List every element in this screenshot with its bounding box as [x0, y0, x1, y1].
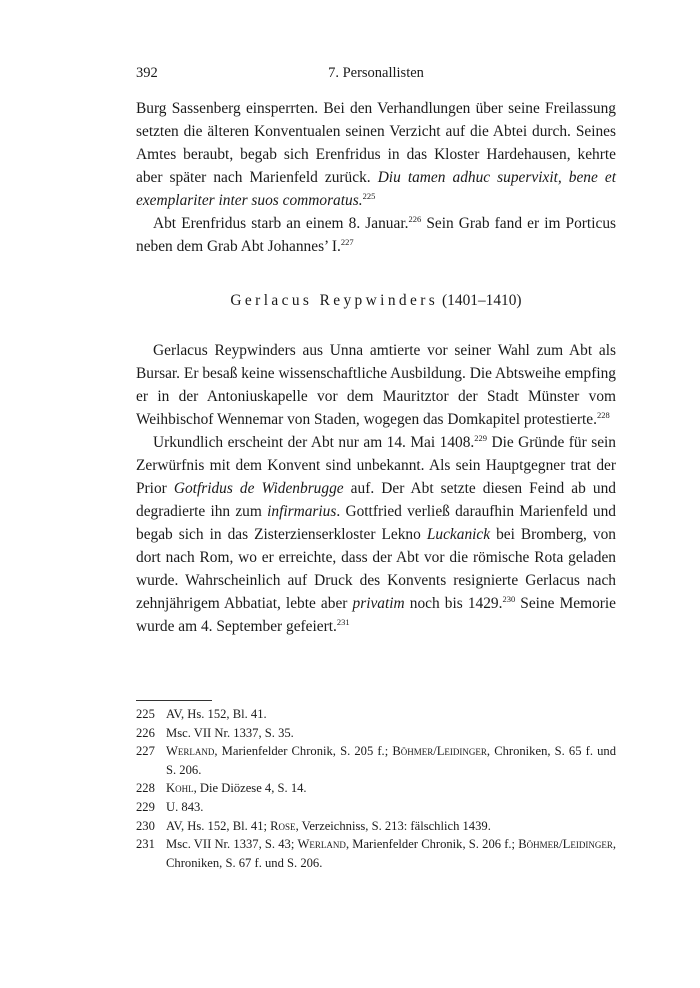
- footnote-text: U. 843.: [166, 799, 204, 814]
- paragraph-3-text: Gerlacus Reypwinders aus Unna amtierte vor seiner Wahl zum Abt als Bursar. Er besaß keine wissenschaftliche Ausbildung. Die Abtsweihe empfing er in der Antoniuskapelle vor dem Mauritztor der Stadt Münster vom Weihbischof Wennemar von Staden, wogegen das Domkapitel protestierte.: [136, 342, 616, 428]
- latin-quote: Diu tamen adhuc supervixit, bene et exemplariter inter suos commoratus.: [136, 169, 616, 209]
- italic-gotfridus: Gotfridus de Widenbrugge: [173, 480, 344, 497]
- footnote-text: Msc. VII Nr. 1337, S. 35.: [166, 725, 294, 740]
- note-ref-228[interactable]: 228: [596, 410, 610, 420]
- footnote-number: 225: [136, 707, 155, 721]
- note-ref-225[interactable]: 225: [362, 191, 376, 201]
- paragraph-4-text-g: Seine Memorie wurde am 4. September gefeiert.: [136, 595, 616, 635]
- heading-years: (1401–1410): [442, 292, 522, 309]
- author-boehmer-leidinger: Böhmer/Leidinger: [392, 744, 487, 759]
- footnotes: [136, 705, 616, 872]
- page-number: 392: [136, 65, 158, 81]
- paragraph-3: [136, 339, 616, 431]
- footnote-text-part: Msc. VII Nr. 1337, S. 43;: [166, 837, 298, 852]
- footnote-text-part: , Verzeichniss, S. 213: fälschlich 1439.: [295, 818, 491, 833]
- paragraph-4-text-e: bei Bromberg, von dort nach Rom, wo er erreichte, dass der Abt vor die römische Rota geladen wurde. Wahrscheinlich auf Druck des Konvents resignierte Gerlacus nach zehnjährigem Abbatiat, lebte aber: [136, 526, 616, 612]
- footnote-text-part: , Marienfelder Chronik, S. 206 f.;: [345, 837, 519, 852]
- note-ref-230[interactable]: 230: [502, 594, 516, 604]
- footnote-231: [136, 835, 616, 872]
- author-werland: Werland: [166, 744, 215, 759]
- note-ref-231[interactable]: 231: [336, 617, 350, 627]
- footnote-text: AV, Hs. 152, Bl. 41.: [166, 707, 267, 721]
- paragraph-4-text-a: Urkundlich erscheint der Abt nur am 14. Mai 1408.: [153, 434, 475, 451]
- footnote-230: [136, 817, 616, 836]
- note-ref-227[interactable]: 227: [340, 237, 354, 247]
- footnote-number: 226: [136, 725, 155, 740]
- author-boehmer-leidinger: Böhmer/Leidinger: [518, 837, 613, 852]
- paragraph-2-text-a: Abt Erenfridus starb an einem 8. Januar.: [153, 215, 409, 232]
- footnote-text-part: , Chroniken, S. 65 f. und S. 206.: [166, 744, 616, 777]
- paragraph-4-text-b: Die Gründe für sein Zerwürfnis mit dem Konvent sind unbekannt. Als sein Hauptgegner trat der Prior: [136, 434, 617, 497]
- footnote-229: [136, 798, 616, 817]
- paragraph-4-text-d: . Gottfried verließ daraufhin Marienfeld und begab sich in das Zisterzienserkloster Lekno: [136, 503, 616, 543]
- footnote-text: [166, 835, 616, 872]
- italic-privatim: privatim: [352, 595, 405, 612]
- paragraph-2: [136, 212, 616, 258]
- paragraph-1-text: Burg Sassenberg einsperrten. Bei den Verhandlungen über seine Freilassung setzten die älteren Konventualen seinen Verzicht auf die Abtei durch. Seines Amtes beraubt, begab sich Erenfridus in das Kloster Hardehausen, kehrte aber später nach Marienfeld zurück.: [136, 100, 616, 186]
- footnote-226: [136, 724, 616, 743]
- footnote-227: [136, 742, 616, 779]
- footnote-text: [166, 817, 616, 836]
- footnote-number: 229: [136, 799, 155, 814]
- body-text: [136, 97, 616, 638]
- section-heading: [136, 289, 616, 312]
- footnote-text-part: , Die Diözese 4, S. 14.: [193, 781, 307, 796]
- footnote-text-part: AV, Hs. 152, Bl. 41;: [166, 818, 271, 833]
- footnote-number: 228: [136, 781, 155, 796]
- paragraph-2-text-b: Sein Grab fand er im Porticus neben dem Grab Abt Johannes’ I.: [136, 215, 617, 255]
- paragraph-4: [136, 431, 616, 638]
- italic-infirmarius: infirmarius: [267, 503, 337, 520]
- footnote-number: 227: [136, 744, 155, 759]
- footnote-225: [136, 705, 616, 724]
- author-kohl: Kohl: [166, 781, 194, 796]
- footnote-text: [166, 742, 616, 779]
- running-title: 7. Personallisten: [328, 65, 424, 81]
- italic-luckanick: Luckanick: [426, 526, 491, 543]
- paragraph-1: [136, 97, 616, 212]
- footnote-rule: [136, 700, 212, 701]
- heading-name: Gerlacus Reypwinders: [230, 292, 439, 309]
- paragraph-4-text-f: noch bis 1429.: [404, 595, 503, 612]
- paragraph-4-text-c: auf. Der Abt setzte diesen Feind ab und degradierte ihn zum: [136, 480, 616, 520]
- footnote-number: 230: [136, 818, 155, 833]
- note-ref-229[interactable]: 229: [474, 433, 488, 443]
- footnote-text: [166, 779, 616, 798]
- footnote-228: [136, 779, 616, 798]
- author-werland: Werland: [297, 837, 346, 852]
- footnote-text-part: , Marienfelder Chronik, S. 205 f.;: [214, 744, 393, 759]
- footnote-text-part: , Chroniken, S. 67 f. und S. 206.: [166, 837, 616, 870]
- note-ref-226[interactable]: 226: [408, 214, 422, 224]
- author-rose: Rose: [270, 818, 296, 833]
- footnote-number: 231: [136, 837, 155, 852]
